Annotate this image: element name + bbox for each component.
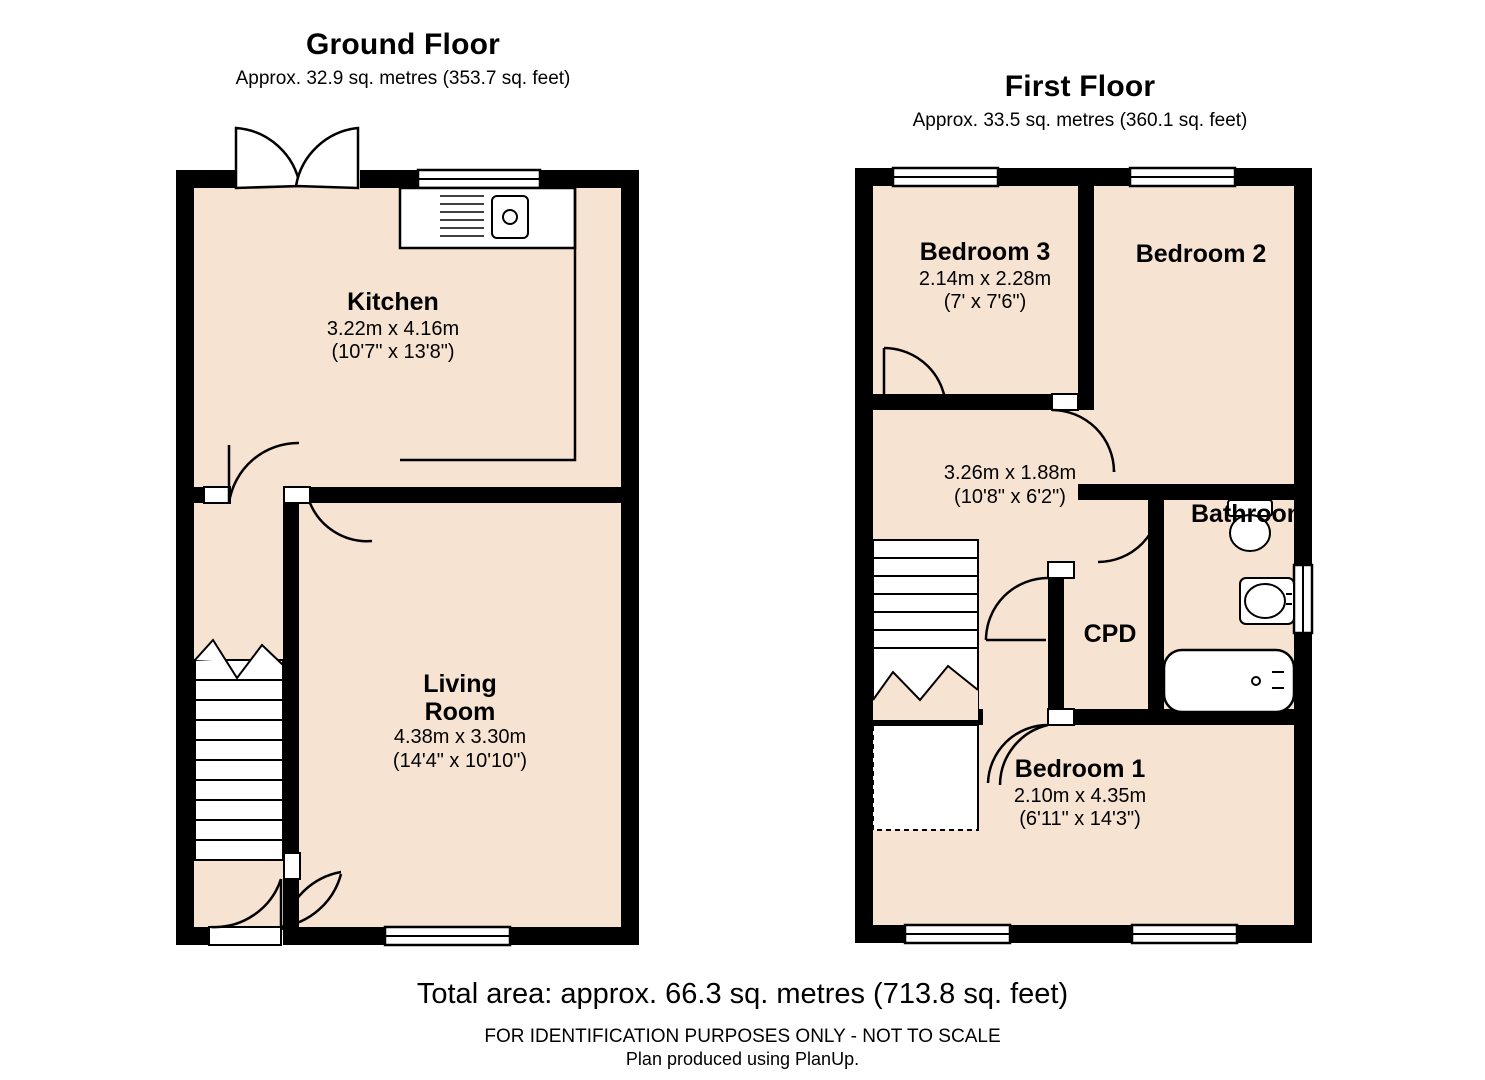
bedroom-3-dim-imperial: (7' x 7'6") bbox=[943, 291, 1027, 314]
room-label-bedroom-1 bbox=[955, 755, 1205, 832]
kitchen-dim-metric: 3.22m x 4.16m bbox=[326, 317, 460, 340]
disclaimer-text: FOR IDENTIFICATION PURPOSES ONLY - NOT TO SCALE bbox=[484, 1026, 1001, 1047]
room-label-bedroom-2 bbox=[1085, 240, 1317, 270]
cpd-name: CPD bbox=[1083, 620, 1137, 648]
first-floor-title: First Floor bbox=[1004, 70, 1156, 103]
room-label-kitchen bbox=[228, 288, 558, 365]
producer-text: Plan produced using PlanUp. bbox=[625, 1049, 860, 1069]
living-room-name-line1: Living bbox=[423, 670, 497, 698]
living-room-name-line2: Room bbox=[424, 698, 496, 726]
ground-floor-title: Ground Floor bbox=[305, 28, 501, 61]
room-label-bathroom bbox=[1110, 500, 1390, 530]
room-label-living-room bbox=[295, 670, 625, 773]
room-label-cpd bbox=[1010, 620, 1210, 650]
landing-dim-imperial: (10'8" x 6'2") bbox=[954, 485, 1066, 508]
bedroom-1-dim-imperial: (6'11" x 14'3") bbox=[1019, 808, 1141, 831]
kitchen-name: Kitchen bbox=[347, 288, 439, 316]
ground-floor-area: Approx. 32.9 sq. metres (353.7 sq. feet) bbox=[235, 68, 571, 89]
bathroom-name: Bathroom bbox=[1190, 500, 1310, 528]
living-room-dim-imperial: (14'4" x 10'10") bbox=[392, 749, 528, 772]
room-label-bedroom-3 bbox=[858, 238, 1112, 315]
bedroom-1-name: Bedroom 1 bbox=[1014, 755, 1146, 783]
first-floor-area: Approx. 33.5 sq. metres (360.1 sq. feet) bbox=[912, 110, 1248, 131]
landing-dim-metric: 3.26m x 1.88m bbox=[943, 462, 1077, 484]
ground-floor-stairs bbox=[195, 640, 283, 860]
bedroom-2-name: Bedroom 2 bbox=[1135, 240, 1267, 268]
bedroom-1-dim-metric: 2.10m x 4.35m bbox=[1013, 784, 1147, 807]
living-room-dim-metric: 4.38m x 3.30m bbox=[393, 726, 527, 748]
kitchen-dim-imperial: (10'7" x 13'8") bbox=[331, 341, 455, 364]
bedroom-3-name: Bedroom 3 bbox=[919, 238, 1051, 266]
total-area-text: Total area: approx. 66.3 sq. metres (713.8 sq. feet) bbox=[416, 978, 1069, 1010]
bedroom-3-dim-metric: 2.14m x 2.28m bbox=[918, 267, 1052, 290]
